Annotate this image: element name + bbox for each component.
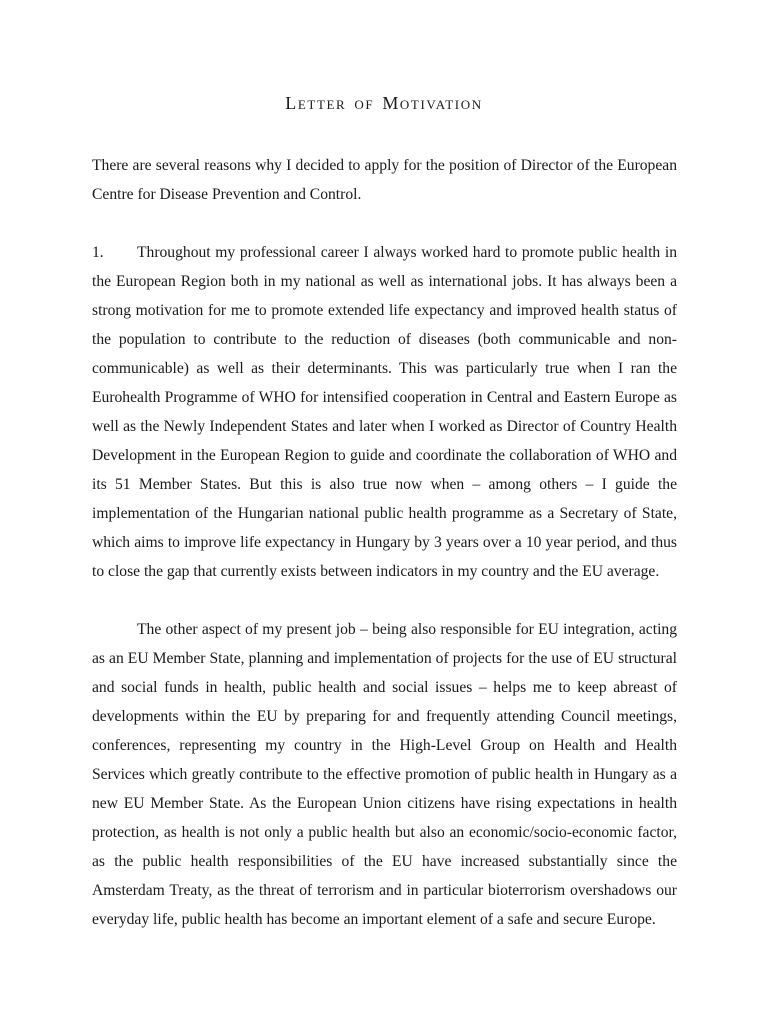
paragraph-2-text: The other aspect of my present job – being also responsible for EU integration, acting as an EU Member State, planning and implementation of projects for the use of EU structural and social funds in health, public health and social issues – helps me to keep abreast of developments within the EU by preparing for and frequently attending Council meetings, conferences, representing my country in the High-Level Group on Health and Health Services which greatly contribute to the effective promotion of public health in Hungary as a new EU Member State. As the European Union citizens have rising expectations in health protection, as health is not only a public health but also an economic/socio-economic factor, as the public health responsibilities of the EU have increased substantially since the Amsterdam Treaty, as the threat of terrorism and in particular bioterrorism overshadows our everyday life, public health has become an important element of a safe and secure Europe.	[92, 621, 677, 928]
item-number: 1.	[92, 244, 104, 261]
item-1-text: Throughout my professional career I always worked hard to promote public health in the European Region both in my national as well as international jobs. It has always been a strong motivation for me to promote extended life expectancy and improved health status of the population to contribute to the reduction of diseases (both communicable and non-communicable) as well as their determinants. This was particularly true when I ran the Eurohealth Programme of WHO for intensified cooperation in Central and Eastern Europe as well as the Newly Independent States and later when I worked as Director of Country Health Development in the European Region to guide and coordinate the collaboration of WHO and its 51 Member States. But this is also true now when – among others – I guide the implementation of the Hungarian national public health programme as a Secretary of State, which aims to improve life expectancy in Hungary by 3 years over a 10 year period, and thus to close the gap that currently exists between indicators in my country and the EU average.	[92, 244, 677, 580]
page-title: Letter of Motivation	[285, 93, 483, 113]
paragraph-2	[92, 615, 677, 934]
numbered-paragraph-1	[92, 238, 677, 586]
intro-paragraph: There are several reasons why I decided to apply for the position of Director of the European Centre for Disease Prevention and Control.	[92, 157, 677, 203]
